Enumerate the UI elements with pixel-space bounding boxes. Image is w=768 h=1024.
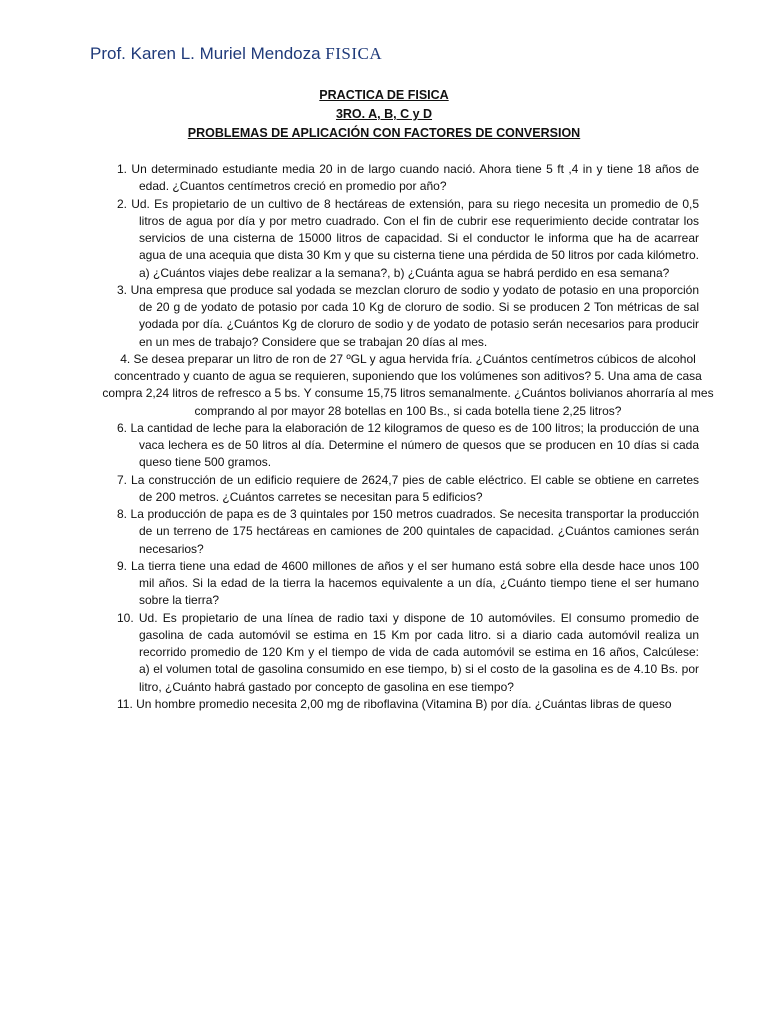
- problem-8: 8. La producción de papa es de 3 quintales por 150 metros cuadrados. Se necesita transportar la producción de un terreno de 175 hectáreas en camiones de 200 quintales de capacidad. ¿Cuántos camiones serán necesarios?: [117, 507, 699, 556]
- section-title: PROBLEMAS DE APLICACIÓN CON FACTORES DE CONVERSION: [187, 126, 581, 140]
- course-groups: 3RO. A, B, C y D: [335, 107, 433, 121]
- problem-11: 11. Un hombre promedio necesita 2,00 mg de riboflavina (Vitamina B) por día. ¿Cuántas libras de queso: [117, 696, 672, 711]
- problem-3: 3. Una empresa que produce sal yodada se mezclan cloruro de sodio y yodato de potasio en una proporción de 20 g de yodato de potasio por cada 10 Kg de cloruro de sodio. Si se producen 2 Ton métricas de sal yodada por día. ¿Cuántos Kg de cloruro de sodio y de yodato de potasio serán necesarios para producir en un mes de trabajo? Considere que se trabajan 20 días al mes.: [117, 282, 699, 349]
- title-block: [0, 86, 768, 143]
- problem-7: 7. La construcción de un edificio requiere de 2624,7 pies de cable eléctrico. El cable se obtiene en carretes de 200 metros. ¿Cuántos carretes se necesitan para 5 edificios?: [117, 472, 699, 504]
- problem-4-5: 4. Se desea preparar un litro de ron de 27 ºGL y agua hervida fría. ¿Cuántos centímetros cúbicos de alcohol concentrado y cuanto de agua se requieren, suponiendo que los volúmenes son aditivos? 5. Una ama de casa compra 2,24 litros de refresco a 5 bs. Y consume 15,75 litros semanalmente. ¿Cuántos bolivianos ahorraría al mes comprando al por mayor 28 botellas en 100 Bs., si cada botella tiene 2,25 litros?: [102, 351, 714, 418]
- problem-10: 10. Ud. Es propietario de una línea de radio taxi y dispone de 10 automóviles. El consumo promedio de gasolina de cada automóvil se estima en 15 Km por cada litro. si a diario cada automóvil realiza un recorrido promedio de 120 Km y el tiempo de vida de cada automóvil se estima en 16 años, Calcúlese: a) el volumen total de gasolina consumido en ese tiempo, b) si el costo de la gasolina es de 4.10 Bs. por litro, ¿Cuánto habrá gastado por concepto de gasolina en ese tiempo?: [117, 610, 699, 694]
- problem-list: [102, 161, 714, 713]
- document-header: [90, 44, 382, 64]
- problem-1: 1. Un determinado estudiante media 20 in de largo cuando nació. Ahora tiene 5 ft ,4 in y tiene 18 años de edad. ¿Cuantos centímetros creció en promedio por año?: [117, 162, 699, 194]
- author-name: Prof. Karen L. Muriel Mendoza: [90, 44, 321, 63]
- problem-9: 9. La tierra tiene una edad de 4600 millones de años y el ser humano está sobre ella desde hace unos 100 mil años. Si la edad de la tierra la hacemos equivalente a un día, ¿Cuánto tiempo tiene el ser humano sobre la tierra?: [117, 558, 699, 608]
- problem-6: 6. La cantidad de leche para la elaboración de 12 kilogramos de queso es de 100 litros; la producción de una vaca lechera es de 50 litros al día. Determine el número de quesos que se producen en 10 días si cada queso tiene 500 gramos.: [117, 420, 699, 470]
- practice-title: PRACTICA DE FISICA: [319, 88, 449, 102]
- problem-2: 2. Ud. Es propietario de un cultivo de 8 hectáreas de extensión, para su riego necesita un promedio de 0,5 litros de agua por día y por metro cuadrado. Con el fin de cubrir ese requerimiento decide contratar los servicios de una cisterna de 15000 litros de capacidad. Si el conductor le informa que ha de acarrear agua de una acequia que dista 30 Km y que su cisterna tiene una pérdida de 50 litros por cada kilómetro. a) ¿Cuántos viajes debe realizar a la semana?, b) ¿Cuánta agua se habrá perdido en esa semana?: [117, 196, 699, 280]
- subject-label: FISICA: [325, 44, 383, 63]
